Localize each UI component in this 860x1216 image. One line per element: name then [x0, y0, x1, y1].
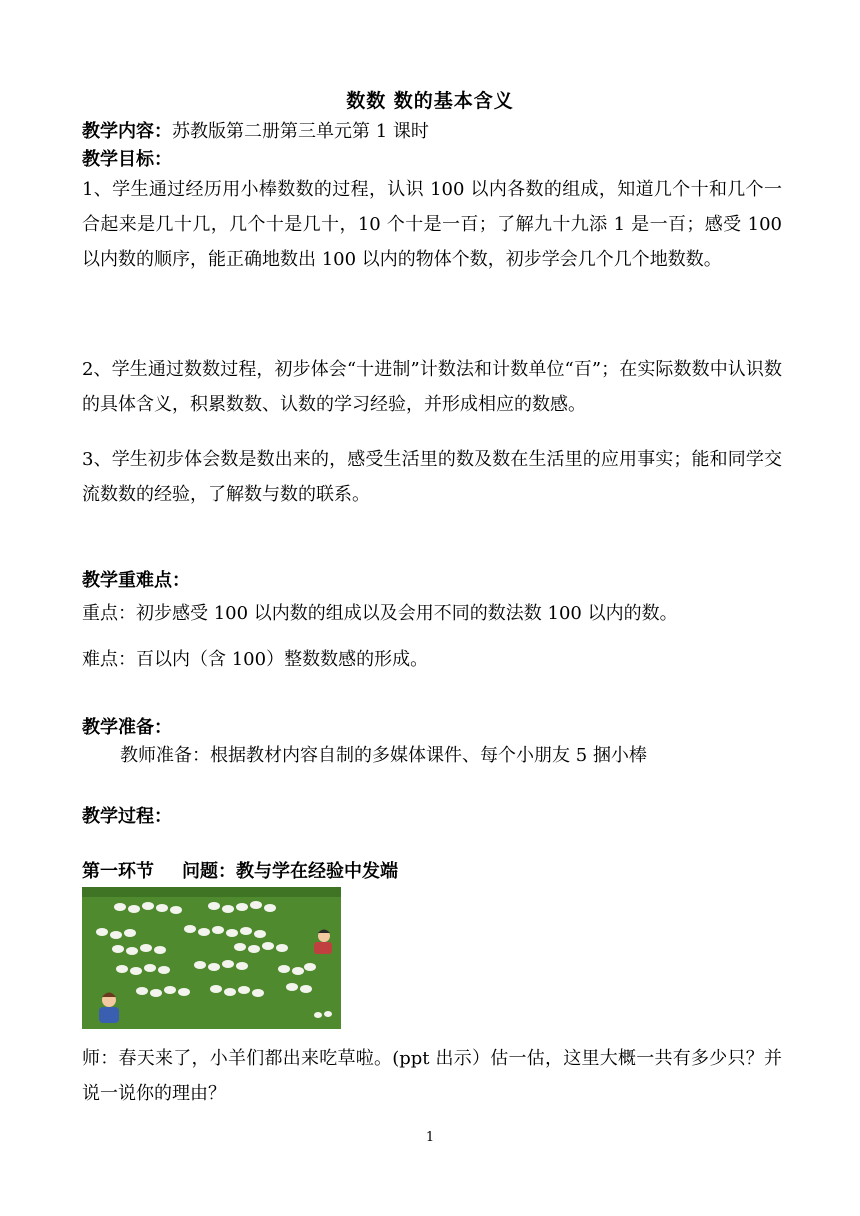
keypoints-heading: 教学重难点：	[82, 570, 190, 591]
content-value: 苏教版第二册第三单元第 1 课时	[172, 121, 429, 142]
page-title: 数数 数的基本含义	[346, 90, 514, 112]
keypoint-text: 重点：初步感受 100 以内数的组成以及会用不同的数法数 100 以内的数。	[82, 603, 678, 624]
sheep-meadow-illustration	[82, 887, 341, 1029]
section-1-title: 问题：教与学在经验中发端	[182, 861, 398, 882]
goal-2: 2、学生通过数数过程，初步体会“十进制”计数法和计数单位“百”；在实际数数中认识数的具体含义，积累数数、认数的学习经验，并形成相应的数感。	[82, 359, 782, 415]
section-1-heading	[82, 857, 782, 883]
goal-3: 3、学生初步体会数是数出来的，感受生活里的数及数在生活里的应用事实；能和同学交流数数的经验，了解数与数的联系。	[82, 449, 782, 505]
goal-1: 1、学生通过经历用小棒数数的过程，认识 100 以内各数的组成，知道几个十和几个一合起来是几十几，几个十是几十，10 个十是一百；了解九十九添 1 是一百；感受 100 以内数的顺序，能正确地数出 100 以内的物体个数，初步学会几个几个地数数。	[82, 179, 782, 270]
prep-text: 教师准备：根据教材内容自制的多媒体课件、每个小朋友 5 捆小棒	[120, 745, 647, 766]
goals-heading: 教学目标：	[82, 149, 172, 170]
section-1-label: 第一环节	[82, 861, 154, 882]
process-heading: 教学过程：	[82, 806, 172, 827]
prep-heading: 教学准备：	[82, 717, 172, 738]
teacher-question: 师：春天来了，小羊们都出来吃草啦。(ppt 出示）估一估，这里大概一共有多少只？并说一说你的理由？	[82, 1048, 782, 1104]
difficulty-text: 难点：百以内（含 100）整数数感的形成。	[82, 649, 429, 670]
content-line	[82, 117, 782, 143]
content-label: 教学内容：	[82, 121, 172, 142]
page-number: 1	[425, 1130, 435, 1145]
